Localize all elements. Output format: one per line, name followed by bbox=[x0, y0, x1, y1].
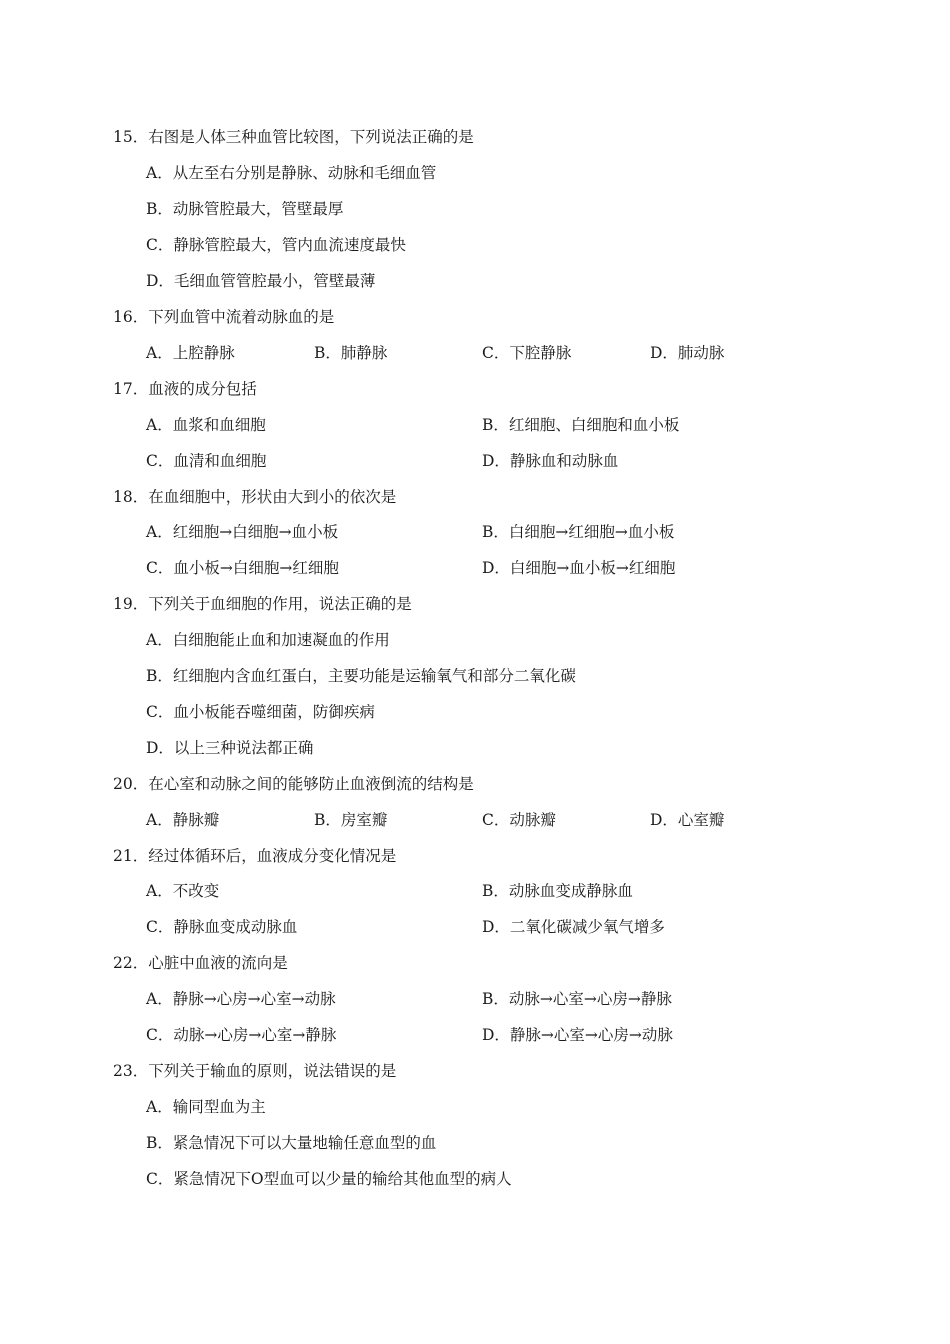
question-16-option-c: C．下腔静脉 bbox=[482, 344, 572, 362]
question-21-option-c: C．静脉血变成动脉血 bbox=[146, 918, 298, 936]
question-20-option-a: A．静脉瓣 bbox=[146, 811, 220, 829]
question-18-stem: 18．在血细胞中，形状由大到小的依次是 bbox=[113, 488, 397, 506]
question-21-stem: 21．经过体循环后，血液成分变化情况是 bbox=[113, 847, 397, 865]
question-19-option-c: C．血小板能吞噬细菌，防御疾病 bbox=[146, 703, 375, 721]
question-17-option-b: B．红细胞、白细胞和血小板 bbox=[482, 416, 680, 434]
question-17-option-c: C．血清和血细胞 bbox=[146, 452, 267, 470]
question-16-option-a: A．上腔静脉 bbox=[146, 344, 235, 362]
question-21-option-a: A．不改变 bbox=[146, 882, 220, 900]
question-22-option-c: C．动脉→心房→心室→静脉 bbox=[146, 1026, 337, 1044]
question-22-option-d: D．静脉→心室→心房→动脉 bbox=[482, 1026, 673, 1044]
question-23-option-a: A．输同型血为主 bbox=[146, 1098, 266, 1116]
question-18-option-c: C．血小板→白细胞→红细胞 bbox=[146, 559, 339, 577]
question-22-option-a: A．静脉→心房→心室→动脉 bbox=[146, 990, 336, 1008]
question-16-option-b: B．肺静脉 bbox=[314, 344, 388, 362]
question-22-stem: 22．心脏中血液的流向是 bbox=[113, 954, 288, 972]
question-20-option-d: D．心室瓣 bbox=[650, 811, 725, 829]
question-16-stem: 16．下列血管中流着动脉血的是 bbox=[113, 308, 335, 326]
question-20-option-b: B．房室瓣 bbox=[314, 811, 388, 829]
question-15-option-a: A．从左至右分别是静脉、动脉和毛细血管 bbox=[146, 164, 437, 182]
question-17-stem: 17．血液的成分包括 bbox=[113, 380, 257, 398]
question-17-option-d: D．静脉血和动脉血 bbox=[482, 452, 619, 470]
question-19-stem: 19．下列关于血细胞的作用，说法正确的是 bbox=[113, 595, 412, 613]
question-21-option-d: D．二氧化碳减少氧气增多 bbox=[482, 918, 665, 936]
question-23-option-c: C．紧急情况下O型血可以少量的输给其他血型的病人 bbox=[146, 1170, 512, 1188]
question-17-option-a: A．血浆和血细胞 bbox=[146, 416, 266, 434]
question-20-stem: 20．在心室和动脉之间的能够防止血液倒流的结构是 bbox=[113, 775, 474, 793]
question-23-option-b: B．紧急情况下可以大量地输任意血型的血 bbox=[146, 1134, 437, 1152]
question-21-option-b: B．动脉血变成静脉血 bbox=[482, 882, 633, 900]
question-18-option-a: A．红细胞→白细胞→血小板 bbox=[146, 523, 339, 541]
question-16-option-d: D．肺动脉 bbox=[650, 344, 725, 362]
question-19-option-b: B．红细胞内含血红蛋白，主要功能是运输氧气和部分二氧化碳 bbox=[146, 667, 576, 685]
question-19-option-a: A．白细胞能止血和加速凝血的作用 bbox=[146, 631, 390, 649]
question-23-stem: 23．下列关于输血的原则，说法错误的是 bbox=[113, 1062, 397, 1080]
question-19-option-d: D．以上三种说法都正确 bbox=[146, 739, 314, 757]
question-18-option-d: D．白细胞→血小板→红细胞 bbox=[482, 559, 676, 577]
question-20-option-c: C．动脉瓣 bbox=[482, 811, 556, 829]
question-15-option-b: B．动脉管腔最大，管壁最厚 bbox=[146, 200, 344, 218]
question-15-option-d: D．毛细血管管腔最小，管壁最薄 bbox=[146, 272, 376, 290]
question-15-stem: 15．右图是人体三种血管比较图，下列说法正确的是 bbox=[113, 128, 474, 146]
question-22-option-b: B．动脉→心室→心房→静脉 bbox=[482, 990, 672, 1008]
question-15-option-c: C．静脉管腔最大，管内血流速度最快 bbox=[146, 236, 406, 254]
question-18-option-b: B．白细胞→红细胞→血小板 bbox=[482, 523, 675, 541]
